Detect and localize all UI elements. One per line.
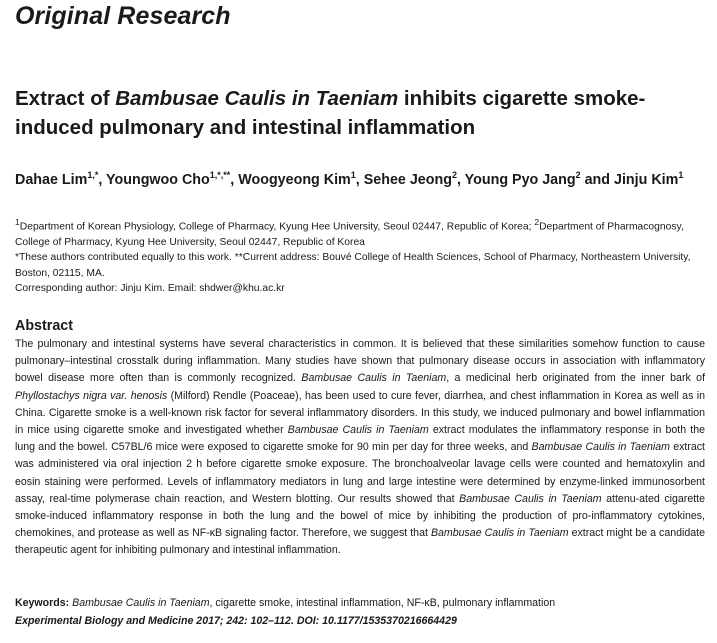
- author-name: Sehee Jeong: [363, 172, 452, 188]
- corresponding-author: Corresponding author: Jinju Kim. Email: shdwer@khu.ac.kr: [15, 283, 285, 295]
- author-affiliation-marker: 1: [350, 170, 356, 181]
- keywords-label: Keywords:: [15, 597, 70, 609]
- abstract-text-italic: Bambusae Caulis in Taeniam: [430, 527, 569, 540]
- author-list: [15, 170, 705, 190]
- author-affiliation-marker: 2: [451, 170, 457, 181]
- author-affiliation-marker: 1: [678, 170, 684, 181]
- abstract-text: attenu-ated cigarette smoke-induced inflammatory response in both the lung and the bowel of mice by inhibiting the production of pro-inflammatory cytokines, chemokines, and protease as well as NF-κB signaling factor. Therefore, we suggest that: [15, 492, 705, 540]
- abstract-text-italic: Bambusae Caulis in Taeniam: [287, 424, 429, 437]
- section-label: Original Research: [15, 2, 231, 30]
- title-italic: Bambusae Caulis in Taeniam: [115, 87, 399, 110]
- affiliations-block: [15, 215, 705, 297]
- abstract-heading: Abstract: [15, 318, 73, 334]
- affiliation-marker: 1: [15, 217, 20, 227]
- author-affiliation-marker: 1,*,**: [209, 170, 231, 181]
- abstract-text: , a medicinal herb originated from the inner bark of: [446, 372, 706, 385]
- author-separator: and: [580, 172, 614, 188]
- abstract-text: extract might be a candidate therapeutic agent for inhibiting pulmonary and intestinal inflammation.: [15, 527, 705, 557]
- author-affiliation-marker: 2: [575, 170, 581, 181]
- author-name: Dahae Lim: [15, 172, 88, 188]
- author-notes: *These authors contributed equally to this work. **Current address: Bouvé College of Health Sciences, School of Pharmacy, Northeastern University, Boston, 02115, MA.: [15, 252, 691, 279]
- author-name: Jinju Kim: [614, 172, 679, 188]
- keywords-rest: , cigarette smoke, intestinal inflammation, NF-κB, pulmonary inflammation: [209, 597, 556, 609]
- abstract-text-italic: Bambusae Caulis in Taeniam: [531, 441, 670, 454]
- affiliation-marker: 2: [534, 217, 540, 227]
- abstract-text: extract was administered via oral injection 2 h before cigarette smoke exposure. The bronchoalveolar lavage cells were counted and hematoxylin and eosin staining were performed. Levels of inflammatory mediators in lung and large intestine were determined by enzyme-linked immunosorbent assay, real-time polymerase chain reaction, and Western blotting. Our results showed that: [15, 441, 705, 505]
- author-separator: ,: [98, 172, 107, 188]
- author-name: Youngwoo Cho: [106, 172, 210, 188]
- author-name: Woogyeong Kim: [238, 172, 351, 188]
- author-name: Young Pyo Jang: [464, 172, 576, 188]
- title-part2: inhibits cigarette smoke-induced pulmonary and intestinal inflammation: [15, 87, 646, 139]
- journal-citation: Experimental Biology and Medicine 2017; 242: 102–112. DOI: 10.1177/1535370216664429: [15, 615, 457, 627]
- abstract-text: (Milford) Rendle (Poaceae), has been used to cure fever, diarrhea, and chest inflammation in Korea as well as in China. Cigarette smoke is a well-known risk factor for several inflammatory disorders. In this study, we induced pulmonary and bowel inflammation in mice using cigarette smoke and investigated whether: [15, 389, 705, 437]
- abstract-text: The pulmonary and intestinal systems have several characteristics in common. It is believed that these similarities somehow function to cause pulmonary–intestinal crosstalk during inflammation. Many studies have shown that pulmonary disease occurs in association with inflammatory bowel disease more often than is commonly recognized.: [15, 338, 705, 385]
- abstract-text-italic: Bambusae Caulis in Taeniam: [459, 492, 602, 505]
- title-part1: Extract of: [15, 87, 116, 110]
- author-separator: ,: [230, 172, 239, 188]
- abstract-body: [15, 336, 705, 560]
- article-title: [15, 84, 705, 142]
- abstract-text-italic: Phyllostachys nigra var. henosis: [15, 389, 168, 402]
- affiliation-2: Department of Pharmacognosy, College of Pharmacy, Kyung Hee University, Seoul 02447, Republic of Korea: [15, 221, 684, 248]
- keywords-line: [15, 595, 705, 611]
- affiliation-1: Department of Korean Physiology, College of Pharmacy, Kyung Hee University, Seoul 02447, Republic of Korea;: [19, 221, 535, 233]
- author-separator: ,: [456, 172, 465, 188]
- affiliation-line: [15, 215, 705, 250]
- abstract-text-italic: Bambusae Caulis in Taeniam: [301, 372, 447, 385]
- author-separator: ,: [355, 172, 364, 188]
- keyword-italic: Bambusae Caulis in Taeniam: [72, 597, 210, 609]
- author-affiliation-marker: 1,*: [87, 170, 99, 181]
- abstract-text: extract modulates the inflammatory response in both the lung and the bowel. C57BL/6 mice were exposed to cigarette smoke for 90 min per day for three weeks, and: [15, 424, 706, 454]
